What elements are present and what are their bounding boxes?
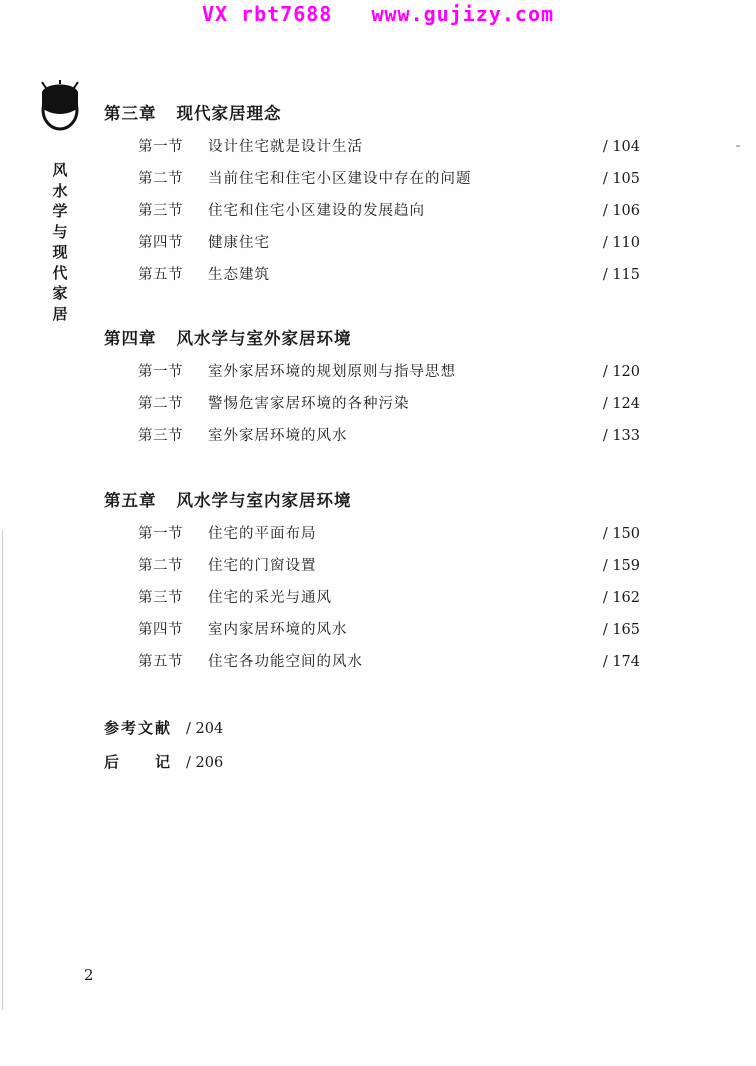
chapter-number: 第四章 — [104, 329, 157, 348]
chapter-title: 风水学与室内家居环境 — [176, 491, 352, 510]
chapter-4 — [104, 327, 664, 452]
section-title: 室内家居环境的风水 — [208, 622, 348, 638]
section-title: 当前住宅和住宅小区建设中存在的问题 — [208, 171, 472, 187]
section-title: 住宅的平面布局 — [208, 526, 317, 542]
section-page: / 110 — [602, 235, 640, 251]
section-page: / 124 — [602, 396, 640, 412]
toc-references[interactable] — [104, 717, 223, 738]
references-label: 参考文献 — [104, 719, 173, 737]
postscript-page: / 206 — [186, 755, 224, 771]
section-page: / 115 — [602, 267, 640, 283]
chapter-3 — [104, 102, 664, 291]
side-title-char: 家 — [52, 284, 68, 302]
section-number: 第五节 — [138, 654, 183, 670]
side-title-char: 水 — [52, 181, 68, 200]
section-number: 第一节 — [138, 526, 183, 542]
chapter-5 — [104, 489, 664, 678]
chapter-number: 第三章 — [104, 104, 157, 123]
section-page: / 162 — [602, 590, 640, 606]
toc-entry[interactable] — [104, 131, 664, 163]
scan-edge-line — [2, 530, 3, 1010]
toc-postscript[interactable] — [104, 751, 223, 772]
section-number: 第四节 — [138, 235, 183, 251]
side-title-char: 风 — [52, 161, 68, 179]
chapter-title: 现代家居理念 — [176, 104, 282, 123]
section-page: / 159 — [602, 558, 640, 574]
chapter-number: 第五章 — [104, 491, 157, 510]
section-number: 第四节 — [138, 622, 183, 638]
section-page: / 150 — [602, 526, 640, 542]
references-page: / 204 — [186, 721, 224, 737]
emblem-icon — [38, 80, 82, 132]
toc-entry[interactable] — [104, 550, 664, 582]
toc-entry[interactable] — [104, 259, 664, 291]
section-page: / 174 — [602, 654, 640, 670]
section-number: 第二节 — [138, 171, 183, 187]
section-page: / 104 — [602, 139, 640, 155]
side-title-char: 与 — [52, 222, 68, 241]
toc-entry[interactable] — [104, 614, 664, 646]
side-title-char: 现 — [52, 243, 68, 261]
toc-entry[interactable] — [104, 518, 664, 550]
section-title: 室外家居环境的规划原则与指导思想 — [208, 364, 456, 380]
toc-entry[interactable] — [104, 195, 664, 227]
toc-entry[interactable] — [104, 227, 664, 259]
chapter-heading[interactable] — [104, 489, 664, 513]
section-page: / 106 — [602, 203, 640, 219]
section-page: / 133 — [602, 428, 640, 444]
toc-entry[interactable] — [104, 163, 664, 195]
chapter-title: 风水学与室外家居环境 — [176, 329, 352, 348]
toc-entry[interactable] — [104, 388, 664, 420]
section-number: 第二节 — [138, 396, 183, 412]
side-title-char: 学 — [52, 202, 68, 220]
section-number: 第一节 — [138, 364, 183, 380]
chapter-heading[interactable] — [104, 102, 664, 126]
toc-entry[interactable] — [104, 646, 664, 678]
section-title: 室外家居环境的风水 — [208, 428, 348, 444]
page-number: 2 — [84, 966, 94, 984]
section-title: 住宅的采光与通风 — [208, 590, 332, 606]
section-title: 警惕危害家居环境的各种污染 — [208, 396, 410, 412]
section-page: / 120 — [602, 364, 640, 380]
section-title: 住宅和住宅小区建设的发展趋向 — [208, 203, 425, 219]
section-number: 第一节 — [138, 139, 183, 155]
margin-mark — [736, 145, 740, 147]
side-title-char: 居 — [52, 304, 68, 323]
toc-entry[interactable] — [104, 420, 664, 452]
section-number: 第三节 — [138, 203, 183, 219]
toc-entry[interactable] — [104, 356, 664, 388]
section-title: 健康住宅 — [208, 235, 270, 251]
section-title: 住宅各功能空间的风水 — [208, 654, 363, 670]
side-title-char: 代 — [52, 263, 68, 282]
watermark-text: VX rbt7688 www.gujizy.com — [201, 2, 555, 26]
section-number: 第三节 — [138, 590, 183, 606]
section-title: 设计住宅就是设计生活 — [208, 139, 363, 155]
section-title: 住宅的门窗设置 — [208, 558, 317, 574]
section-page: / 165 — [602, 622, 640, 638]
section-number: 第二节 — [138, 558, 183, 574]
section-page: / 105 — [602, 171, 640, 187]
toc-entry[interactable] — [104, 582, 664, 614]
chapter-heading[interactable] — [104, 327, 664, 351]
book-title-vertical — [49, 160, 71, 324]
section-title: 生态建筑 — [208, 267, 270, 283]
postscript-label: 后 记 — [104, 753, 173, 771]
section-number: 第五节 — [138, 267, 183, 283]
section-number: 第三节 — [138, 428, 183, 444]
